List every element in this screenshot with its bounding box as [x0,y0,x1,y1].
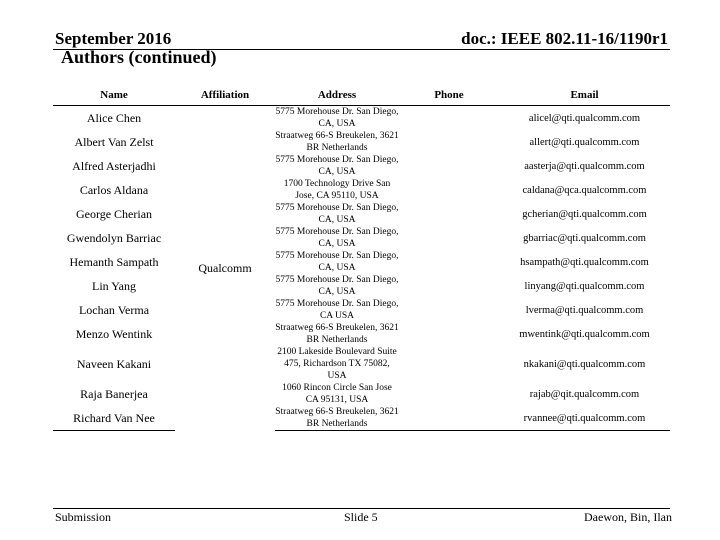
author-address: 1700 Technology Drive San Jose, CA 95110, USA [283,179,391,201]
author-address: 5775 Morehouse Dr. San Diego, CA, USA [275,155,399,177]
column-header-phone: Phone [434,88,464,101]
author-phone [399,130,499,154]
author-email: nkakani@qti.qualcomm.com [523,358,646,370]
author-address: 5775 Morehouse Dr. San Diego, CA, USA [275,227,399,249]
author-name: George Cherian [75,206,153,221]
author-name: Albert Van Zelst [74,134,154,149]
author-phone [399,382,499,406]
author-email: allert@qti.qualcomm.com [529,136,640,148]
author-address: 1060 Rincon Circle San Jose CA 95131, USA [282,383,392,405]
author-address: 5775 Morehouse Dr. San Diego, CA, USA [275,203,399,225]
author-phone [399,346,499,382]
author-email: hsampath@qti.qualcomm.com [520,256,649,268]
table-row [53,106,670,131]
footer-slide-number: Slide 5 [344,510,378,524]
column-header-email: Email [570,88,599,101]
author-email: lverma@qti.qualcomm.com [525,304,644,316]
author-name: Menzo Wentink [75,326,153,341]
footer-divider [53,508,670,509]
author-address: Straatweg 66-S Breukelen, 3621 BR Netherlands [275,323,399,345]
author-phone [399,154,499,178]
author-email: rajab@qit.qualcomm.com [529,388,640,400]
author-affiliation: Qualcomm [175,106,275,431]
table-row [53,154,670,178]
author-email: gcherian@qti.qualcomm.com [522,208,647,220]
table-row [53,226,670,250]
author-address: 5775 Morehouse Dr. San Diego, CA, USA [275,251,399,273]
table-row [53,130,670,154]
table-row [53,274,670,298]
table-row [53,322,670,346]
author-address: Straatweg 66-S Breukelen, 3621 BR Netherlands [275,407,399,429]
author-address: 5775 Morehouse Dr. San Diego, CA USA [275,299,399,321]
author-name: Carlos Aldana [79,182,149,197]
author-address: 5775 Morehouse Dr. San Diego, CA, USA [275,275,399,297]
slide-title: Authors (continued) [61,47,217,67]
author-name: Naveen Kakani [76,356,152,371]
author-address: Straatweg 66-S Breukelen, 3621 BR Netherlands [275,131,399,153]
author-email: caldana@qca.qualcomm.com [522,184,647,196]
table-row [53,298,670,322]
author-name: Hemanth Sampath [69,254,159,269]
footer-submission: Submission [55,510,112,524]
author-phone [399,106,499,131]
table-row [53,202,670,226]
author-phone [399,274,499,298]
table-row [53,178,670,202]
author-name: Richard Van Nee [53,406,175,431]
author-email: alicel@qti.qualcomm.com [499,106,670,131]
author-phone [399,178,499,202]
author-name: Alfred Asterjadhi [72,158,156,173]
table-row [53,250,670,274]
author-phone [399,298,499,322]
author-email: rvannee@qti.qualcomm.com [499,406,670,431]
author-address: 5775 Morehouse Dr. San Diego, CA, USA [275,107,399,129]
table-row [53,346,670,382]
author-email: aasterja@qti.qualcomm.com [524,160,645,172]
header-date: September 2016 [55,29,172,48]
author-phone [399,202,499,226]
column-header-affiliation: Affiliation [200,88,250,101]
author-phone [399,226,499,250]
table-row [53,406,670,431]
author-email: mwentink@qti.qualcomm.com [519,328,650,340]
header-doc-id: doc.: IEEE 802.11-16/1190r1 [461,29,668,48]
author-name: Alice Chen [53,106,175,131]
author-name: Gwendolyn Barriac [66,230,162,245]
author-email: linyang@qti.qualcomm.com [524,280,645,292]
column-header-name: Name [100,88,128,101]
author-email: gbarriac@qti.qualcomm.com [523,232,646,244]
column-header-address: Address [317,88,357,101]
author-name: Lochan Verma [78,302,150,317]
table-row [53,382,670,406]
author-phone [399,322,499,346]
table-header-row [53,84,670,106]
author-phone [399,406,499,431]
author-name: Lin Yang [91,278,136,293]
author-phone [399,250,499,274]
author-address: 2100 Lakeside Boulevard Suite 475, Richardson TX 75082, USA [277,347,397,381]
author-name: Raja Banerjea [80,386,148,401]
authors-table [53,84,670,431]
footer-authors: Daewon, Bin, Ilan [584,510,672,524]
